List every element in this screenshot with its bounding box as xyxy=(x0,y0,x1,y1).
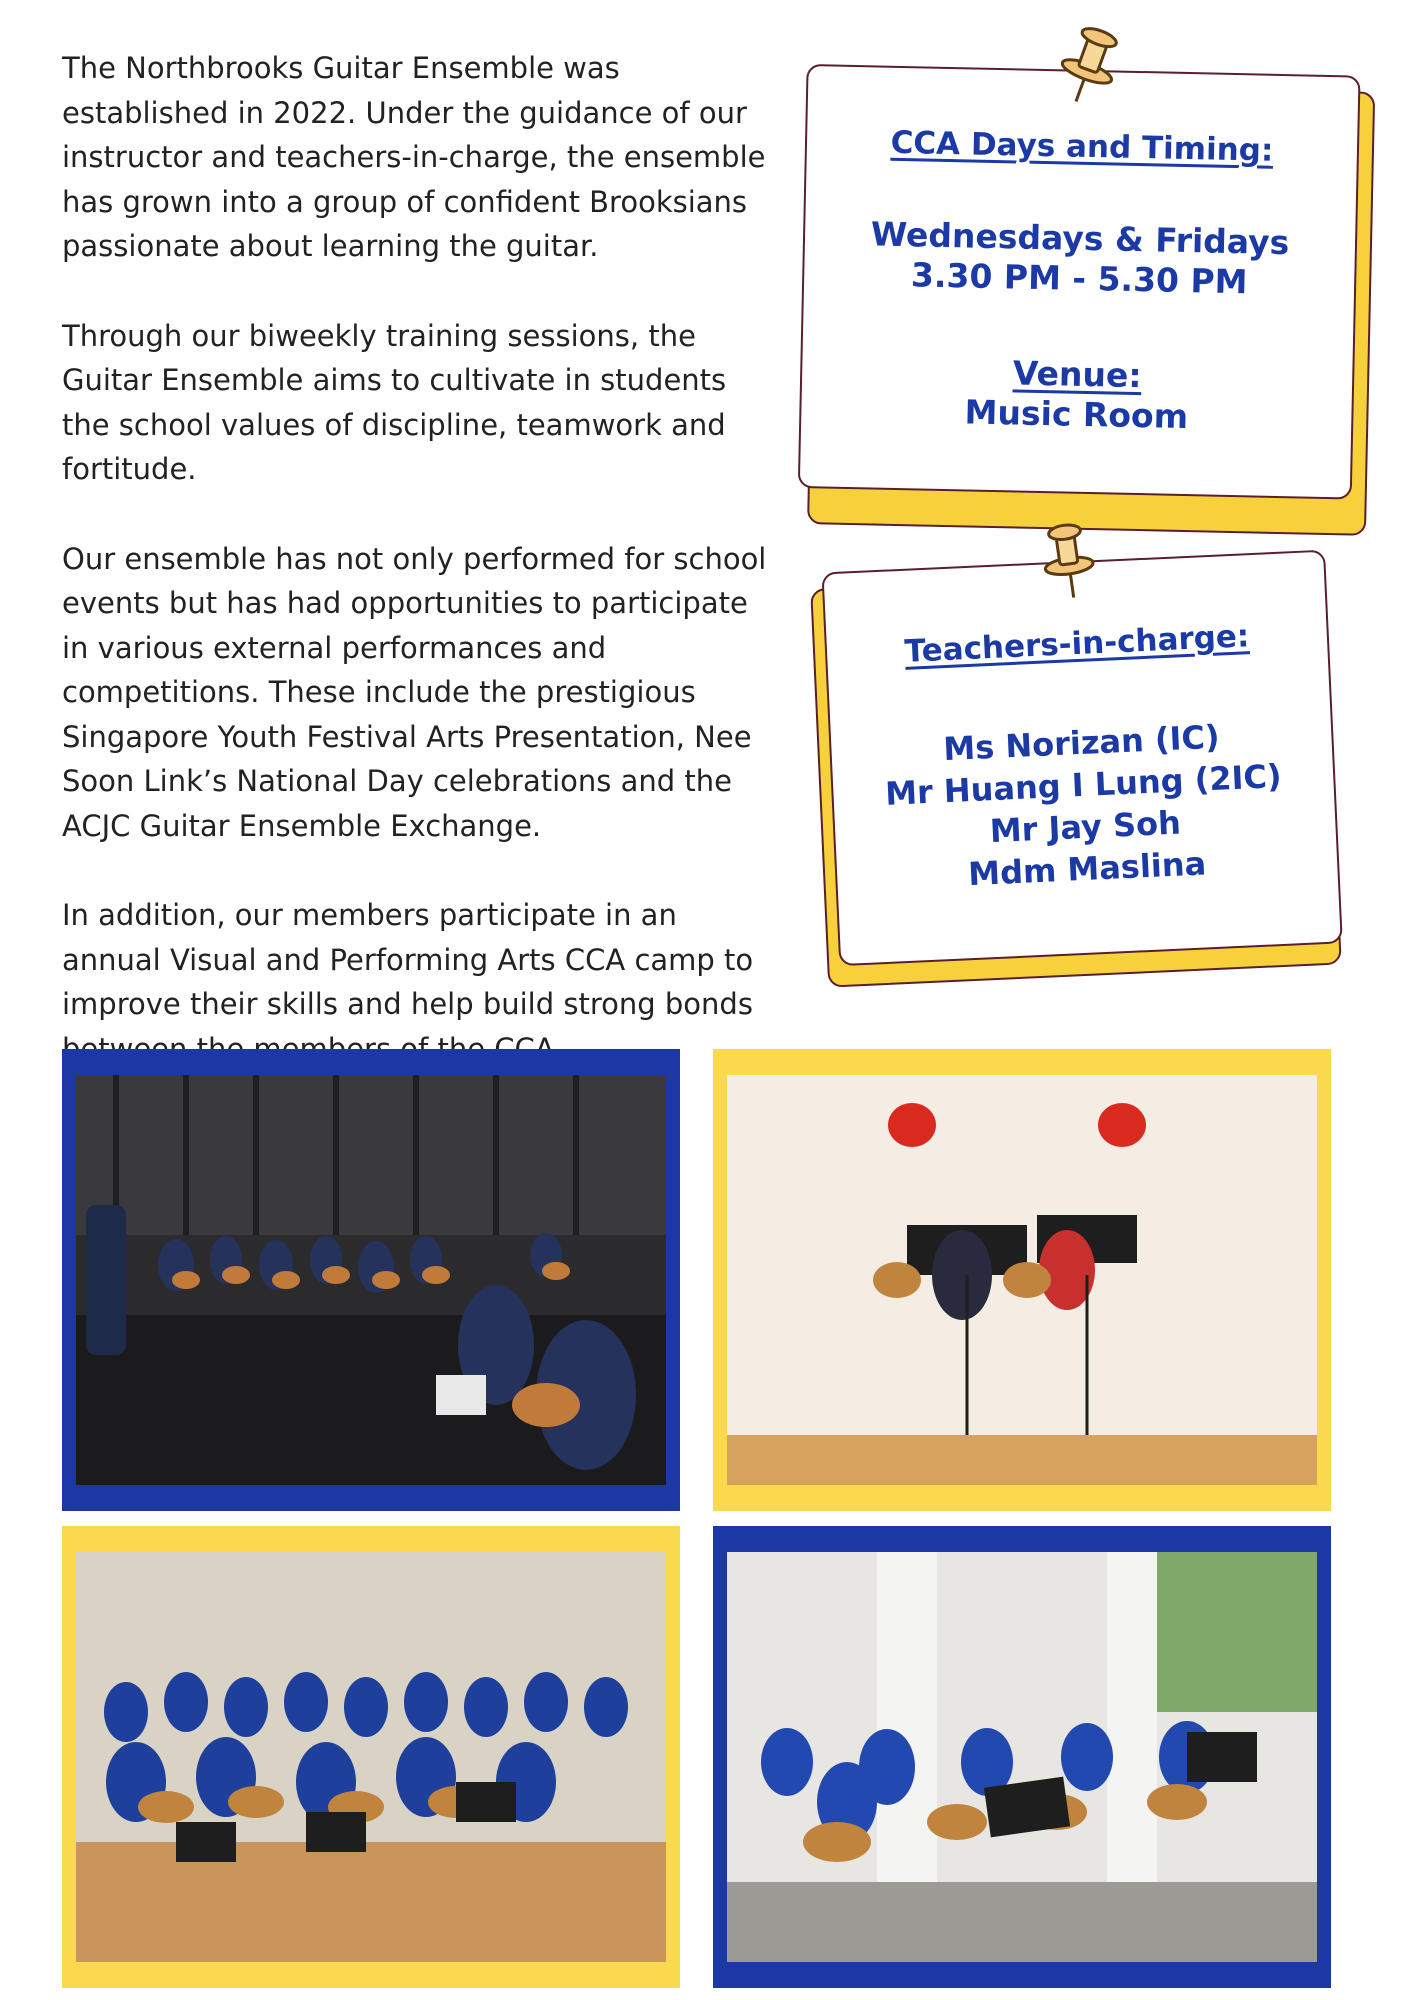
ensemble-classroom-photo xyxy=(76,1552,666,1962)
photo-frame xyxy=(62,1526,680,1988)
intro-paragraph-4: In addition, our members participate in an annual Visual and Performing Arts CCA camp to improve their skills and help build strong bonds xyxy=(62,898,754,1021)
photo-frame xyxy=(62,1049,680,1511)
schedule-note-paper xyxy=(798,64,1361,500)
schedule-time: 3.30 PM - 5.30 PM xyxy=(910,255,1248,302)
push-pin-icon xyxy=(1050,18,1130,108)
intro-paragraph-2: Through our biweekly training sessions, the Guitar Ensemble aims to cultivate in students the school values of discipline, teamwork and fortitude. xyxy=(62,318,727,486)
stage-duet-photo xyxy=(727,1075,1317,1485)
outdoor-group-photo xyxy=(727,1552,1317,1962)
photo-frame xyxy=(713,1526,1331,1988)
schedule-heading: CCA Days and Timing: xyxy=(890,124,1274,169)
intro-paragraph-1: The Northbrooks Guitar Ensemble was established in 2022. Under the guidance of our instructor and teachers-in-charge, the ensemble has grown into a group of confident Brooksians passionate about learning the guitar. xyxy=(62,51,766,263)
teachers-note-paper xyxy=(821,550,1342,966)
photo-frame xyxy=(713,1049,1331,1511)
teacher-name: Ms Norizan (IC) xyxy=(942,717,1221,769)
teacher-name: Mr Huang I Lung (2IC) xyxy=(884,756,1283,813)
venue-value: Music Room xyxy=(964,392,1189,437)
teachers-heading: Teachers-in-charge: xyxy=(903,618,1251,670)
rehearsal-studio-photo xyxy=(76,1075,666,1485)
schedule-note xyxy=(795,44,1385,536)
push-pin-icon xyxy=(1028,512,1108,602)
intro-paragraph-3: Our ensemble has not only performed for school events but has had opportunities to participate in various external performances and competitions. These include the prestigious Singapore Youth Festival Arts Presentation, Nee Soon Link’s National Day celebrations and the ACJC Guitar Ensemble Exchange. xyxy=(62,541,767,843)
schedule-days: Wednesdays & Fridays xyxy=(870,214,1290,263)
teacher-name: Mdm Maslina xyxy=(967,844,1207,894)
intro-text xyxy=(62,46,782,1116)
teacher-name: Mr Jay Soh xyxy=(988,803,1182,851)
venue-heading: Venue: xyxy=(1012,353,1142,396)
